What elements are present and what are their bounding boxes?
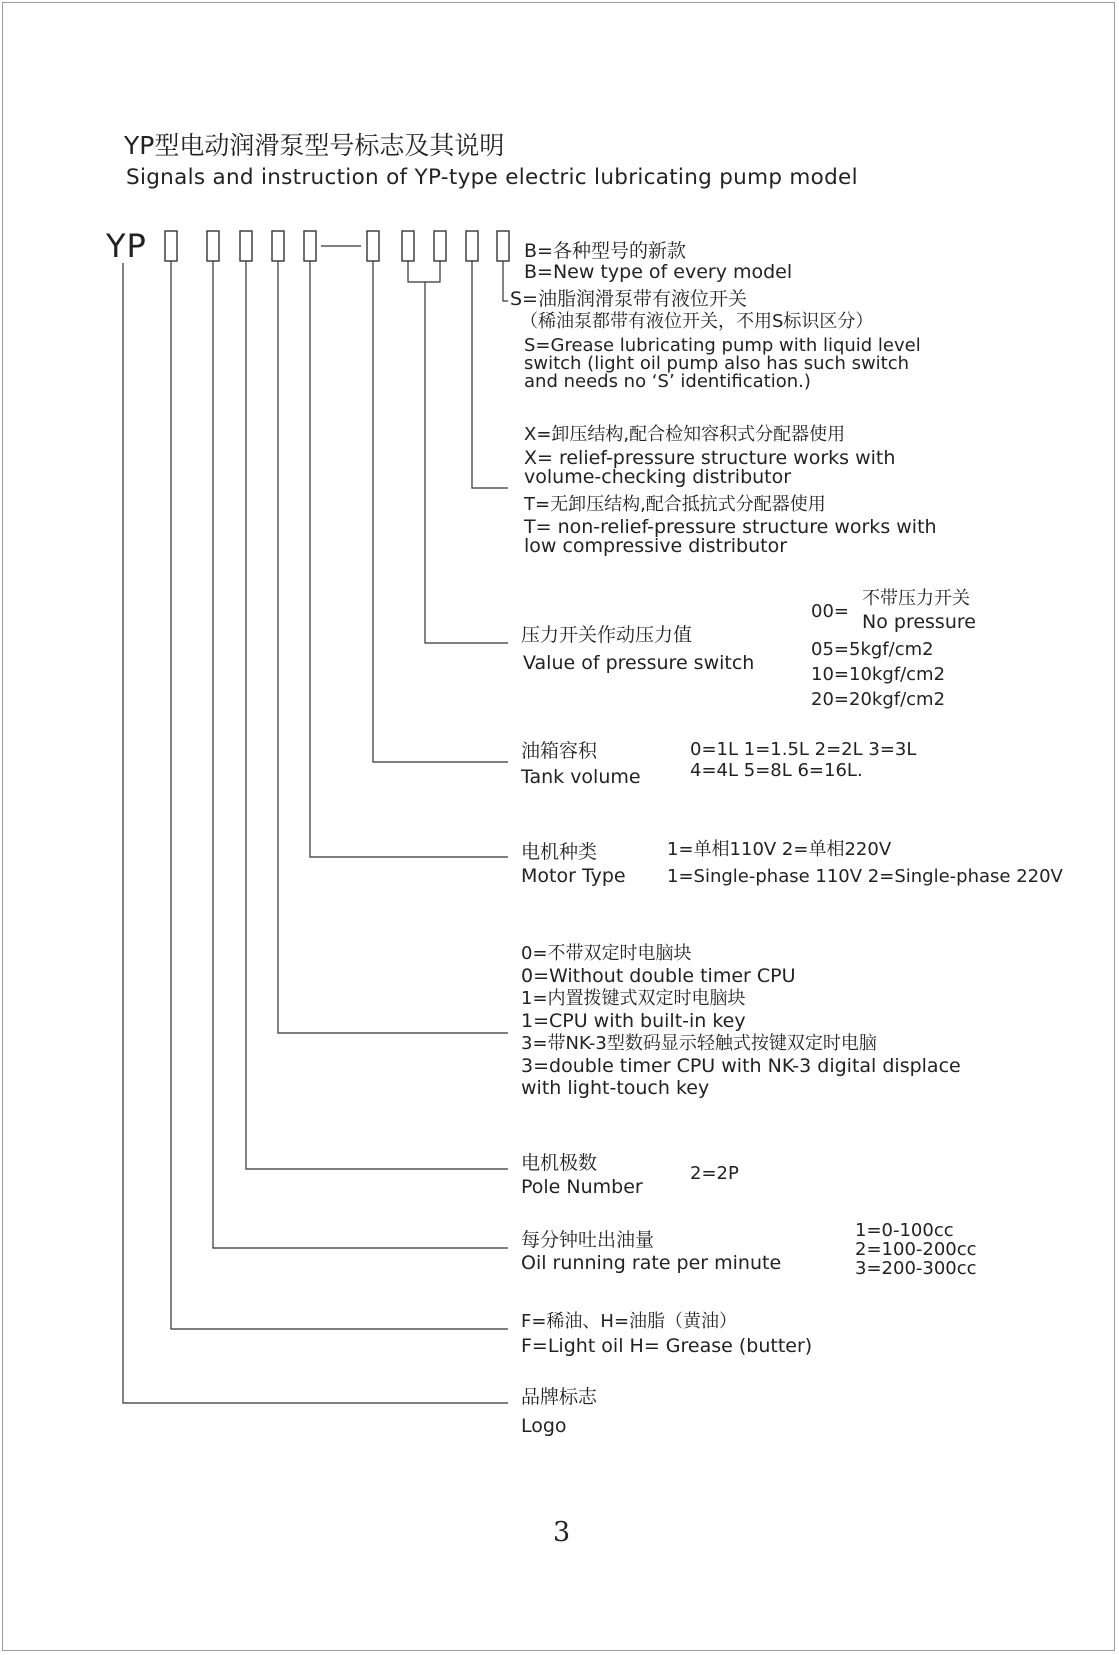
legend-motor-en: Motor Type (521, 865, 626, 887)
legend-b-zh: B=各种型号的新款 (524, 240, 686, 262)
legend-timer-3-zh: 3=带NK-3型数码显示轻触式按键双定时电脑 (521, 1033, 877, 1054)
motor-options-zh: 1=单相110V 2=单相220V (667, 839, 892, 860)
pressure-05: 05=5kgf/cm2 (811, 639, 934, 660)
pole-option: 2=2P (690, 1163, 739, 1184)
legend-timer-0-zh: 0=不带双定时电脑块 (521, 943, 692, 964)
legend-timer-0-en: 0=Without double timer CPU (521, 965, 796, 987)
legend-x-en-1: X= relief-pressure structure works with (524, 447, 896, 469)
legend-timer-1-zh: 1=内置拨键式双定时电脑块 (521, 988, 746, 1009)
connector-motor-type (310, 261, 508, 857)
code-box-grease-s (497, 231, 509, 261)
legend-s-zh: S=油脂润滑泵带有液位开关 (510, 288, 747, 310)
legend-s-en-2: switch (light oil pump also has such switch (524, 353, 910, 374)
motor-options-en: 1=Single-phase 110V 2=Single-phase 220V (667, 866, 1063, 887)
code-box-pressure-1 (402, 231, 414, 261)
legend-x-en-2: volume-checking distributor (524, 466, 792, 488)
legend-pressure-en: Value of pressure switch (523, 652, 755, 674)
connector-logo (123, 263, 508, 1403)
code-box-tank-volume (367, 231, 379, 261)
legend-s-en-3: and needs no ‘S’ identification.) (524, 371, 811, 392)
legend-rate-en: Oil running rate per minute (521, 1252, 782, 1274)
rate-option-1: 1=0-100cc (855, 1220, 954, 1241)
legend-s-en-1: S=Grease lubricating pump with liquid level (524, 335, 921, 356)
tank-options-1: 0=1L 1=1.5L 2=2L 3=3L (690, 739, 917, 760)
legend-timer-3-en-2: with light-touch key (521, 1077, 710, 1099)
legend-pole-en: Pole Number (521, 1176, 643, 1198)
page-title-en: Signals and instruction of YP-type electric lubricating pump model (126, 165, 858, 190)
legend-t-zh: T=无卸压结构,配合抵抗式分配器使用 (524, 494, 826, 515)
connector-pressure (425, 282, 508, 643)
legend-timer-1-en: 1=CPU with built-in key (521, 1010, 746, 1032)
rate-option-3: 3=200-300cc (855, 1258, 977, 1279)
legend-rate-zh: 每分钟吐出油量 (521, 1229, 655, 1251)
connector-oil-rate (213, 261, 508, 1248)
legend-x-zh: X=卸压结构,配合检知容积式分配器使用 (524, 424, 846, 445)
legend-tank-zh: 油箱容积 (521, 740, 598, 762)
legend-pressure-zh: 压力开关作动压力值 (521, 624, 693, 646)
code-box-oil-rate (207, 231, 219, 261)
legend-t-en-2: low compressive distributor (524, 535, 788, 557)
model-prefix: YP (106, 227, 147, 265)
connector-timer (278, 261, 508, 1033)
legend-t-en-1: T= non-relief-pressure structure works with (524, 516, 937, 538)
legend-pole-zh: 电机极数 (521, 1152, 598, 1174)
code-box-motor-type (304, 231, 316, 261)
code-box-oil-type (165, 231, 177, 261)
pressure-00-code: 00= (811, 601, 849, 622)
pressure-00-zh: 不带压力开关 (862, 588, 970, 609)
connector-tank-volume (373, 261, 508, 762)
pressure-10: 10=10kgf/cm2 (811, 664, 946, 685)
legend-oil-type-en: F=Light oil H= Grease (butter) (521, 1335, 813, 1357)
pressure-20: 20=20kgf/cm2 (811, 689, 946, 710)
pressure-00-en: No pressure (862, 611, 976, 633)
page-number: 3 (553, 1517, 571, 1548)
legend-timer-3-en-1: 3=double timer CPU with NK-3 digital displace (521, 1055, 961, 1077)
rate-option-2: 2=100-200cc (855, 1239, 977, 1260)
code-box-timer (272, 231, 284, 261)
legend-logo-zh: 品牌标志 (521, 1386, 598, 1408)
code-box-pressure-2 (434, 231, 446, 261)
legend-motor-zh: 电机种类 (521, 841, 598, 863)
page-title-zh: YP型电动润滑泵型号标志及其说明 (124, 131, 505, 160)
connector-pressure-bracket (408, 261, 440, 282)
legend-logo-en: Logo (521, 1415, 567, 1437)
legend-tank-en: Tank volume (521, 766, 641, 788)
code-box-relief (466, 231, 478, 261)
legend-s-zh-note: （稀油泵都带有液位开关，不用S标识区分） (520, 311, 874, 332)
legend-oil-type-zh: F=稀油、H=油脂（黄油） (521, 1311, 738, 1332)
tank-options-2: 4=4L 5=8L 6=16L. (690, 760, 863, 781)
connector-grease-s (503, 261, 508, 301)
legend-b-en: B=New type of every model (524, 261, 793, 283)
code-box-pole-number (240, 231, 252, 261)
